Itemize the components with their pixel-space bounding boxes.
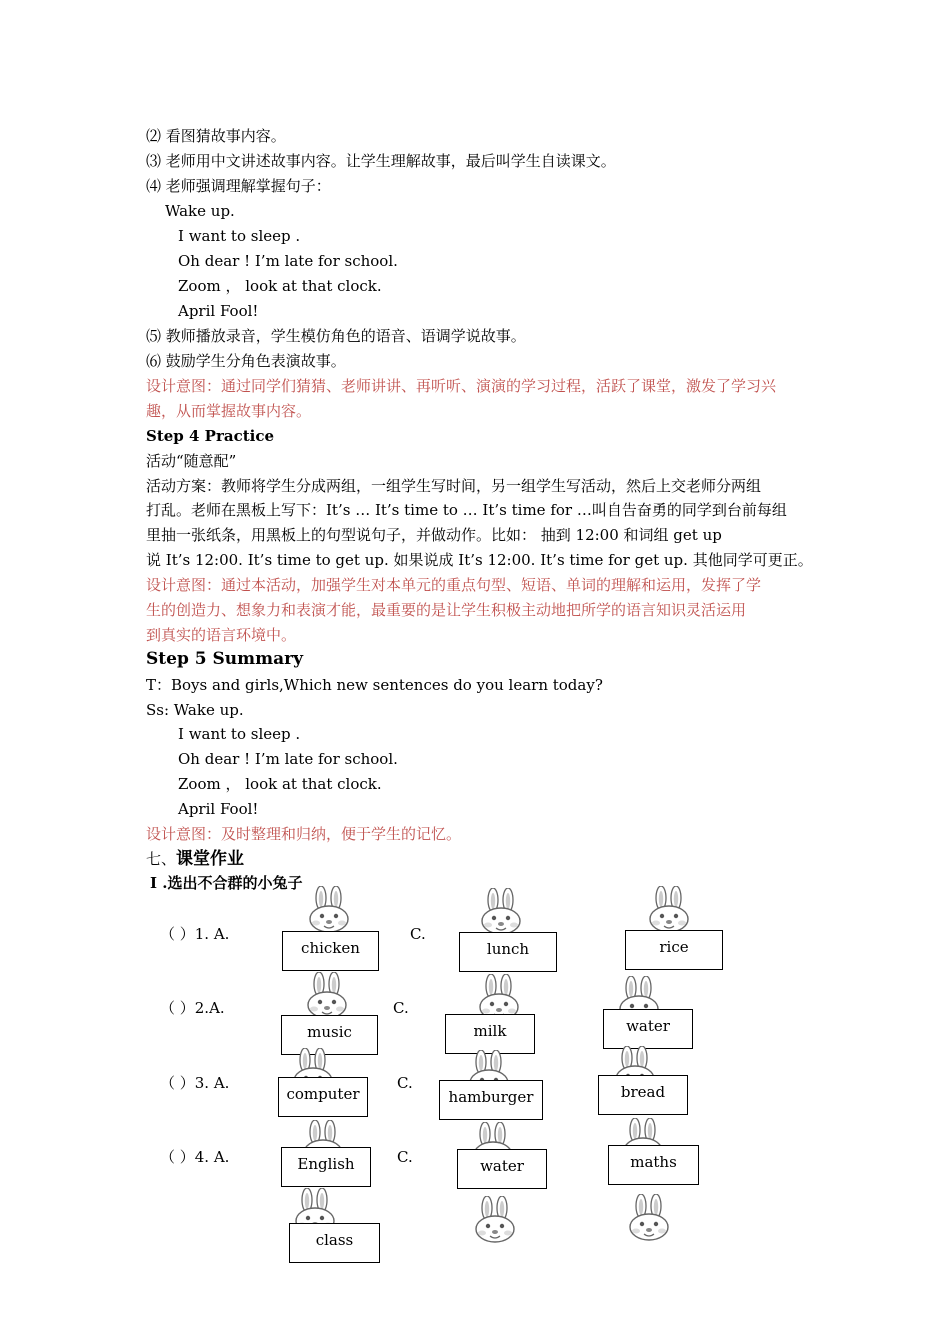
word-card-music: music — [281, 1015, 378, 1055]
step4-heading: Step 4 Practice — [146, 427, 275, 445]
step-line-3: ⑶ 老师用中文讲述故事内容。让学生理解故事，最后叫学生自读课文。 — [146, 152, 616, 170]
word-card-computer: computer — [278, 1077, 368, 1117]
students-line: Ss: Wake up. — [146, 701, 244, 719]
design-note-2a: 设计意图：通过本活动，加强学生对本单元的重点句型、短语、单词的理解和运用，发挥了学 — [146, 576, 762, 594]
plan-line-4: 说 It’s 12:00. It’s time to get up. 如果说成 It’s 12:00. It’s time for get up. 其他同学可更正。 — [146, 551, 813, 569]
plan-line-3: 里抽一张纸条，用黑板上的句型说句子，并做动作。比如： 抽到 12:00 和词组 get up — [146, 526, 722, 544]
rabbit-icon — [300, 886, 358, 934]
word-card-lunch: lunch — [459, 932, 557, 972]
plan-line-2: 打乱。老师在黑板上写下：It’s … It’s time to … It’s time for …叫自告奋勇的同学到台前每组 — [146, 501, 787, 519]
step-line-2: ⑵ 看图猜故事内容。 — [146, 127, 286, 145]
question-2-label: （ ）2.A. — [160, 999, 225, 1017]
question-4-c-label: C. — [397, 1148, 413, 1166]
question-3-c-label: C. — [397, 1074, 413, 1092]
homework-title: 课堂作业 — [176, 849, 245, 869]
homework-prefix: 七、 — [146, 850, 177, 868]
question-1-label: （ ）1. A. — [160, 925, 230, 943]
rabbit-icon — [298, 972, 356, 1020]
plan-line-1: 活动方案：教师将学生分成两组，一组学生写时间，另一组学生写活动，然后上交老师分两组 — [146, 477, 762, 495]
summary-want-sleep: I want to sleep . — [178, 725, 301, 743]
design-note-1b: 趣，从而掌握故事内容。 — [146, 402, 312, 420]
exercise-title: Ⅰ .选出不合群的小兔子 — [150, 874, 303, 892]
rabbit-icon — [466, 1196, 524, 1244]
design-note-3: 设计意图：及时整理和归纳，便于学生的记忆。 — [146, 825, 462, 843]
rabbit-icon — [472, 888, 530, 936]
design-note-1a: 设计意图：通过同学们猜猜、老师讲讲、再听听、演演的学习过程，活跃了课堂，激发了学习兴 — [146, 377, 777, 395]
summary-april-fool: April Fool! — [178, 800, 259, 818]
step-line-4: ⑷ 老师强调理解掌握句子： — [146, 177, 331, 195]
question-1-c-label: C. — [410, 925, 426, 943]
summary-late-school: Oh dear ! I’m late for school. — [178, 750, 398, 768]
activity-title: 活动“随意配” — [146, 452, 237, 470]
sentence-april-fool: April Fool! — [178, 302, 259, 320]
design-note-2c: 到真实的语言环境中。 — [146, 626, 297, 644]
word-card-water-2: water — [457, 1149, 547, 1189]
word-card-class: class — [289, 1223, 380, 1263]
word-card-rice: rice — [625, 930, 723, 970]
step-line-5: ⑸ 教师播放录音，学生模仿角色的语音、语调学说故事。 — [146, 327, 526, 345]
word-card-maths: maths — [608, 1145, 699, 1185]
question-4-label: （ ）4. A. — [160, 1148, 230, 1166]
word-card-water: water — [603, 1009, 693, 1049]
homework-heading — [146, 849, 244, 869]
summary-zoom: Zoom ， look at that clock. — [178, 775, 382, 793]
rabbit-icon — [620, 1194, 678, 1242]
word-card-chicken: chicken — [282, 931, 379, 971]
sentence-wake-up: Wake up. — [165, 202, 235, 220]
question-3-label: （ ）3. A. — [160, 1074, 230, 1092]
sentence-late-school: Oh dear ! I’m late for school. — [178, 252, 398, 270]
word-card-hamburger: hamburger — [439, 1080, 543, 1120]
word-card-milk: milk — [445, 1014, 535, 1054]
step-line-6: ⑹ 鼓励学生分角色表演故事。 — [146, 352, 346, 370]
teacher-line: T：Boys and girls,Which new sentences do you learn today? — [146, 676, 603, 694]
step5-heading: Step 5 Summary — [146, 649, 303, 669]
word-card-bread: bread — [598, 1075, 688, 1115]
sentence-zoom: Zoom ， look at that clock. — [178, 277, 382, 295]
sentence-want-sleep: I want to sleep . — [178, 227, 301, 245]
word-card-english: English — [281, 1147, 371, 1187]
rabbit-icon — [640, 886, 698, 934]
design-note-2b: 生的创造力、想象力和表演才能，最重要的是让学生积极主动地把所学的语言知识灵活运用 — [146, 601, 747, 619]
question-2-c-label: C. — [393, 999, 409, 1017]
